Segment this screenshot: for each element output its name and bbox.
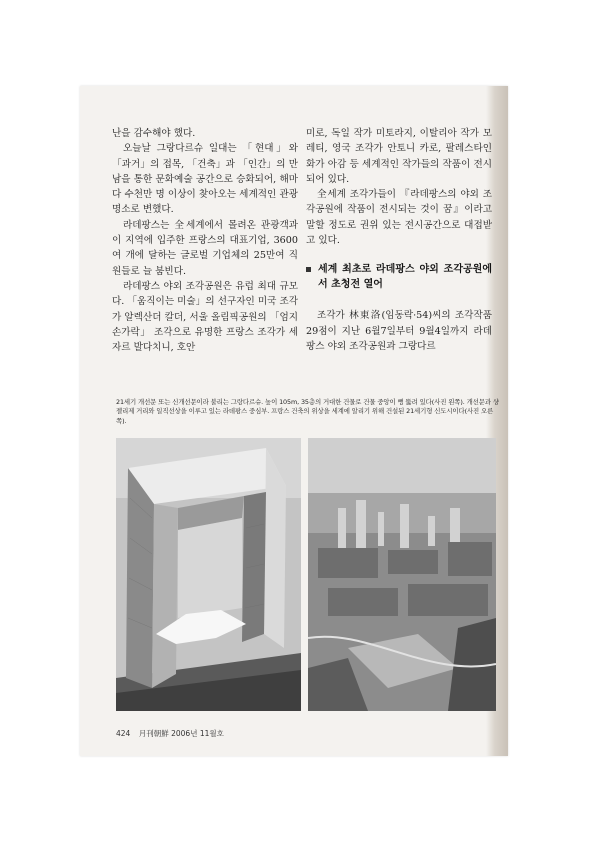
grande-arche-photo xyxy=(116,438,301,711)
magazine-page xyxy=(80,86,508,756)
paragraph: 미로, 독일 작가 미토라지, 이탈리아 작가 모레티, 영국 조각가 안토니 카로, 팔레스타인 화가 아감 등 세계적인 작가들의 작품이 전시되어 있다. xyxy=(306,128,492,185)
la-defense-aerial-photo xyxy=(308,438,496,711)
paragraph: 오늘날 그랑다르슈 일대는 「현대」와 「과거」의 접목, 「건축」과 「인간」의 만남을 통한 문화예술 공간으로 승화되어, 해마다 수천만 명 이상이 찾아오는 세계적인 관광명소로 변했다. xyxy=(112,143,298,216)
page-footer xyxy=(116,728,230,739)
section-subheading: 세계 최초로 라데팡스 야외 조각공원에서 초청전 열어 xyxy=(306,262,492,292)
right-text-column xyxy=(306,126,492,354)
photo-caption: 21세기 개선문 또는 신개선문이라 불리는 그랑다르슈. 높이 105m, 35층의 거대한 건물로 건물 중앙이 뻥 뚫려 있다(사진 왼쪽). 개선문과 샹젤리제 거리와 일직선상을 이루고 있는 라데팡스 중심부. 프랑스 건축의 위상을 세계에 알리기 위해 건설된 21세기형 신도시이다(사진 오른쪽). xyxy=(116,398,499,425)
paragraph: 라데팡스 야외 조각공원은 유럽 최대 규모다. 「움직이는 미술」의 선구자인 미국 조각가 알렉산더 칼더, 서울 올림픽공원의 「엄지손가락」 조각으로 유명한 프랑스 조각가 세자르 발다치니, 호안 xyxy=(112,280,298,354)
paragraph: 全세계 조각가들이 『라데팡스의 야외 조각공원에 작품이 전시되는 것이 꿈』이라고 말할 정도로 권위 있는 전시공간으로 대접받고 있다. xyxy=(306,189,492,247)
magazine-issue: 月刊朝鮮 2006년 11월호 xyxy=(138,729,224,738)
page-number: 424 xyxy=(116,729,131,738)
grande-arche-illustration xyxy=(116,438,301,711)
aerial-city-illustration xyxy=(308,438,496,711)
paragraph: 라데팡스는 全세계에서 몰려온 관광객과 이 지역에 입주한 프랑스의 대표기업, 3600여 개에 달하는 글로벌 기업체의 25만여 직원들로 늘 붐빈다. xyxy=(112,219,298,277)
left-text-column xyxy=(112,126,298,355)
paragraph: 조각가 林東洛(임동락·54)씨의 조각작품 29점이 지난 6월7일부터 9월4일까지 라데팡스 야외 조각공원과 그랑다르 xyxy=(306,310,492,352)
paragraph: 난을 감수해야 했다. xyxy=(112,128,196,139)
